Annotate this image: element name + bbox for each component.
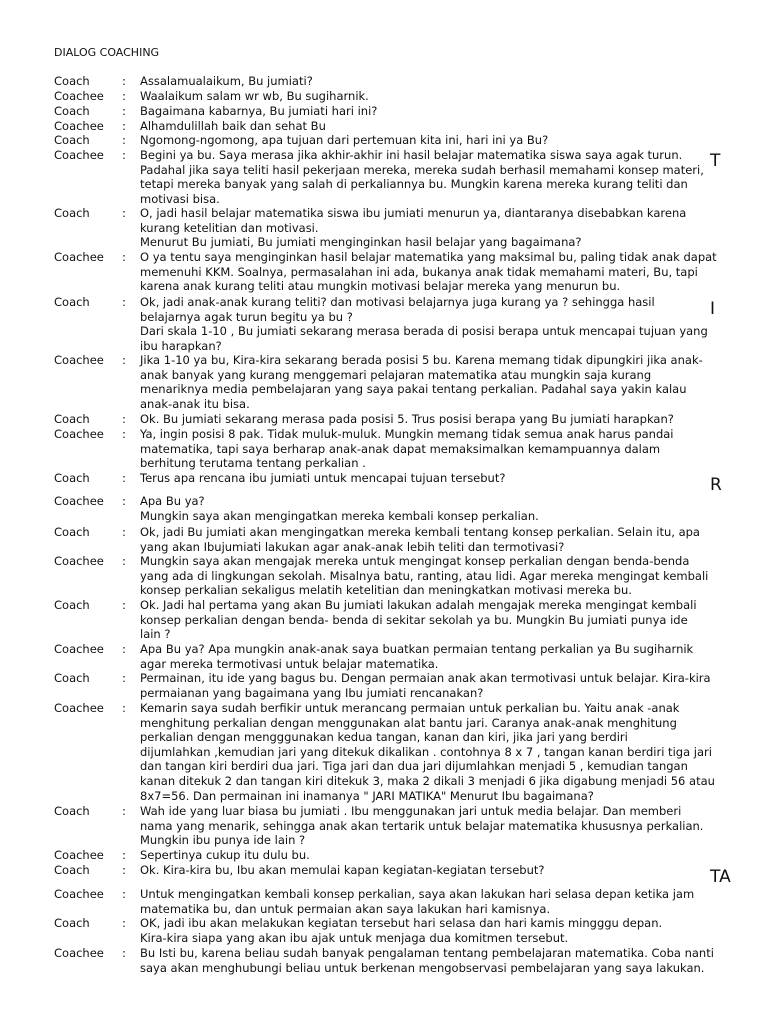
utterance-text bbox=[140, 148, 704, 206]
utterance-text bbox=[140, 848, 696, 863]
utterance-line: menghitung perkalian dengan menggunakan alat bantu jari. Caranya anak-anak menghitung bbox=[140, 715, 677, 730]
separator-colon: : bbox=[122, 598, 126, 612]
speaker-label: Coachee bbox=[54, 119, 104, 133]
utterance-text bbox=[140, 863, 696, 878]
utterance-line: anak banyak yang kurang menggemari pelajaran matematika atau mungkin saja kurang bbox=[140, 367, 652, 382]
separator-colon: : bbox=[122, 295, 126, 309]
utterance-line: motivasi bisa. bbox=[140, 191, 220, 206]
utterance-line: menariknya media pembelajaran yang saya pakai tentang perkalian. Padahal saya yakin kalau bbox=[140, 382, 687, 397]
utterance-line: kurang ketelitian dan motivasi. bbox=[140, 220, 319, 235]
utterance-line: yang akan Ibujumiati lakukan agar anak-anak lebih teliti dan termotivasi? bbox=[140, 539, 565, 554]
utterance-text bbox=[140, 471, 696, 486]
margin-letter-t: T bbox=[710, 151, 721, 171]
speaker-label: Coachee bbox=[54, 887, 104, 901]
utterance-line: Ngomong-ngomong, apa tujuan dari pertemuan kita ini, hari ini ya Bu? bbox=[140, 133, 549, 147]
speaker-label: Coach bbox=[54, 133, 90, 147]
speaker-label: Coachee bbox=[54, 353, 104, 367]
utterance-line: konsep perkalian dengan benda- benda di sekitar sekolah ya bu. Mungkin Bu jumiati punya ide bbox=[140, 612, 688, 627]
utterance-line: Padahal jika saya teliti hasil pekerjaan mereka, mereka sudah berhasil memahami konsep materi, bbox=[140, 162, 704, 177]
utterance-line: Terus apa rencana ibu jumiati untuk mencapai tujuan tersebut? bbox=[140, 471, 506, 485]
speaker-label: Coachee bbox=[54, 848, 104, 862]
utterance-line: Bagaimana kabarnya, Bu jumiati hari ini? bbox=[140, 104, 378, 118]
utterance-line: Untuk mengingatkan kembali konsep perkalian, saya akan lakukan hari selasa depan ketika jam bbox=[140, 887, 695, 901]
utterance-line: Ya, ingin posisi 8 pak. Tidak muluk-muluk. Mungkin memang tidak semua anak harus pandai bbox=[140, 427, 674, 441]
utterance-text bbox=[140, 642, 696, 671]
utterance-text bbox=[140, 554, 709, 598]
utterance-line: perkalian dengan mengggunakan kedua tangan, kanan dan kiri, jika jari yang berdiri bbox=[140, 730, 628, 745]
separator-colon: : bbox=[122, 642, 126, 656]
separator-colon: : bbox=[122, 946, 126, 960]
utterance-line: Wah ide yang luar biasa bu jumiati . Ibu menggunakan jari untuk media belajar. Dan memberi bbox=[140, 804, 682, 818]
utterance-line: Begini ya bu. Saya merasa jika akhir-akhir ini hasil belajar matematika siswa saya agak turun. bbox=[140, 148, 683, 162]
speaker-label: Coach bbox=[54, 671, 90, 685]
speaker-label: Coach bbox=[54, 916, 90, 930]
utterance-text bbox=[140, 887, 696, 916]
utterance-line: agar mereka termotivasi untuk belajar matematika. bbox=[140, 656, 439, 671]
utterance-line: Menurut Bu jumiati, Bu jumiati menginginkan hasil belajar yang bagaimana? bbox=[140, 235, 582, 250]
speaker-label: Coach bbox=[54, 206, 90, 220]
speaker-label: Coachee bbox=[54, 642, 104, 656]
utterance-line: O, jadi hasil belajar matematika siswa ibu jumiati menurun ya, diantaranya disebabkan karena bbox=[140, 206, 687, 220]
speaker-label: Coachee bbox=[54, 701, 104, 715]
utterance-line: matematika, tapi saya berharap anak-anak dapat memaksimalkan kemampuannya dalam bbox=[140, 441, 661, 456]
speaker-label: Coach bbox=[54, 104, 90, 118]
utterance-text bbox=[140, 916, 696, 945]
speaker-label: Coachee bbox=[54, 250, 104, 264]
margin-letter-r: R bbox=[710, 475, 722, 495]
utterance-line: permaianan yang bagaimana yang Ibu jumiati rencanakan? bbox=[140, 685, 484, 700]
speaker-label: Coachee bbox=[54, 427, 104, 441]
document-title: DIALOG COACHING bbox=[54, 46, 160, 59]
utterance-text bbox=[140, 89, 696, 104]
utterance-text bbox=[140, 494, 696, 523]
separator-colon: : bbox=[122, 74, 126, 88]
utterance-line: Apa Bu ya? Apa mungkin anak-anak saya buatkan permaian tentang perkalian ya Bu sugiharnik bbox=[140, 642, 694, 656]
utterance-text bbox=[140, 206, 696, 250]
speaker-label: Coach bbox=[54, 863, 90, 877]
speaker-label: Coach bbox=[54, 471, 90, 485]
utterance-line: Jika 1-10 ya bu, Kira-kira sekarang berada posisi 5 bu. Karena memang tidak dipungkiri jika anak- bbox=[140, 353, 703, 367]
speaker-label: Coach bbox=[54, 74, 90, 88]
utterance-line: Kira-kira siapa yang akan ibu ajak untuk menjaga dua komitmen tersebut. bbox=[140, 930, 569, 945]
separator-colon: : bbox=[122, 471, 126, 485]
separator-colon: : bbox=[122, 863, 126, 877]
speaker-label: Coach bbox=[54, 525, 90, 539]
utterance-line: nama yang menarik, sehingga anak akan tertarik untuk belajar matematika khususnya perkalian. bbox=[140, 818, 704, 833]
utterance-line: Ok. Kira-kira bu, Ibu akan memulai kapan kegiatan-kegiatan tersebut? bbox=[140, 863, 545, 877]
separator-colon: : bbox=[122, 412, 126, 426]
utterance-line: memenuhi KKM. Soalnya, permasalahan ini ada, bukanya anak tidak memahami materi, Bu, tapi bbox=[140, 264, 698, 279]
separator-colon: : bbox=[122, 250, 126, 264]
separator-colon: : bbox=[122, 848, 126, 862]
utterance-line: Sepertinya cukup itu dulu bu. bbox=[140, 848, 310, 862]
utterance-line: belajarnya agak turun begitu ya bu ? bbox=[140, 309, 353, 324]
separator-colon: : bbox=[122, 887, 126, 901]
utterance-text bbox=[140, 133, 696, 148]
utterance-line: 8x7=56. Dan permainan ini inamanya " JARI MATIKA" Menurut Ibu bagaimana? bbox=[140, 788, 594, 803]
utterance-line: matematika bu, dan untuk permaian akan saya lakukan hari kamisnya. bbox=[140, 901, 551, 916]
utterance-line: Apa Bu ya? bbox=[140, 494, 205, 508]
utterance-text bbox=[140, 250, 717, 294]
utterance-line: Dari skala 1-10 , Bu jumiati sekarang merasa berada di posisi berapa untuk mencapai tujuan yang bbox=[140, 324, 708, 339]
utterance-line: berhitung terutama tentang perkalian . bbox=[140, 456, 366, 471]
utterance-text bbox=[140, 427, 696, 471]
separator-colon: : bbox=[122, 353, 126, 367]
utterance-text bbox=[140, 598, 696, 642]
utterance-line: lain ? bbox=[140, 627, 171, 642]
speaker-label: Coachee bbox=[54, 554, 104, 568]
utterance-text bbox=[140, 104, 696, 119]
utterance-line: Permainan, itu ide yang bagus bu. Dengan permaian anak akan termotivasi untuk belajar. Kira-kira bbox=[140, 671, 711, 685]
utterance-line: anak-anak itu bisa. bbox=[140, 396, 250, 411]
utterance-text bbox=[140, 946, 714, 975]
separator-colon: : bbox=[122, 554, 126, 568]
separator-colon: : bbox=[122, 148, 126, 162]
separator-colon: : bbox=[122, 916, 126, 930]
utterance-line: dijumlahkan ,kemudian jari yang ditekuk dikalikan . contohnya 8 x 7 , tangan kanan berdiri tiga jari bbox=[140, 744, 712, 759]
separator-colon: : bbox=[122, 119, 126, 133]
utterance-line: Mungkin ibu punya ide lain ? bbox=[140, 833, 306, 848]
utterance-text bbox=[140, 412, 696, 427]
speaker-label: Coach bbox=[54, 804, 90, 818]
utterance-line: Ok. Jadi hal pertama yang akan Bu jumiati lakukan adalah mengajak mereka mengingat kembali bbox=[140, 598, 697, 612]
utterance-line: Waalaikum salam wr wb, Bu sugiharnik. bbox=[140, 89, 369, 103]
utterance-line: Assalamualaikum, Bu jumiati? bbox=[140, 74, 313, 88]
separator-colon: : bbox=[122, 804, 126, 818]
utterance-text bbox=[140, 353, 703, 411]
utterance-line: Mungkin saya akan mengingatkan mereka kembali konsep perkalian. bbox=[140, 508, 539, 523]
speaker-label: Coachee bbox=[54, 494, 104, 508]
speaker-label: Coachee bbox=[54, 89, 104, 103]
utterance-text bbox=[140, 119, 696, 134]
separator-colon: : bbox=[122, 701, 126, 715]
utterance-line: dan tangan kiri berdiri dua jari. Tiga jari dan dua jari dijumlahkan menjadi 5 , kemudian tangan bbox=[140, 759, 688, 774]
speaker-label: Coach bbox=[54, 598, 90, 612]
utterance-text bbox=[140, 804, 704, 848]
utterance-line: ibu harapkan? bbox=[140, 338, 222, 353]
utterance-line: Mungkin saya akan mengajak mereka untuk mengingat konsep perkalian dengan benda-benda bbox=[140, 554, 690, 568]
utterance-text bbox=[140, 701, 715, 803]
utterance-line: Ok, jadi anak-anak kurang teliti? dan motivasi belajarnya juga kurang ya ? sehingga hasil bbox=[140, 295, 655, 309]
utterance-line: Ok, jadi Bu jumiati akan mengingatkan mereka kembali tentang konsep perkalian. Selain itu, apa bbox=[140, 525, 700, 539]
separator-colon: : bbox=[122, 427, 126, 441]
speaker-label: Coachee bbox=[54, 148, 104, 162]
speaker-label: Coach bbox=[54, 412, 90, 426]
speaker-label: Coachee bbox=[54, 946, 104, 960]
utterance-line: karena anak kurang teliti atau mungkin motivasi belajar mereka yang menurun bu. bbox=[140, 279, 621, 294]
utterance-line: saya akan menghubungi beliau untuk berkenan mengobservasi pembelajaran yang saya lakukan. bbox=[140, 960, 705, 975]
separator-colon: : bbox=[122, 494, 126, 508]
utterance-line: kanan ditekuk 2 dan tangan kiri ditekuk 3, maka 2 dikali 3 menjadi 6 jika digabung menjadi 56 atau bbox=[140, 773, 715, 788]
utterance-text bbox=[140, 74, 696, 89]
separator-colon: : bbox=[122, 525, 126, 539]
utterance-line: Kemarin saya sudah berfikir untuk merancang permaian untuk perkalian bu. Yaitu anak -anak bbox=[140, 701, 680, 715]
utterance-line: Bu Isti bu, karena beliau sudah banyak pengalaman tentang pembelajaran matematika. Coba nanti bbox=[140, 946, 714, 960]
utterance-text bbox=[140, 525, 700, 554]
utterance-line: OK, jadi ibu akan melakukan kegiatan tersebut hari selasa dan hari kamis mingggu depan. bbox=[140, 916, 663, 930]
utterance-line: konsep perkalian sekaligus melatih ketelitian dan meningkatkan motivasi mereka bu. bbox=[140, 583, 632, 598]
utterance-text bbox=[140, 295, 708, 353]
separator-colon: : bbox=[122, 89, 126, 103]
margin-letter-i: I bbox=[710, 299, 716, 319]
speaker-label: Coach bbox=[54, 295, 90, 309]
separator-colon: : bbox=[122, 671, 126, 685]
separator-colon: : bbox=[122, 133, 126, 147]
separator-colon: : bbox=[122, 206, 126, 220]
separator-colon: : bbox=[122, 104, 126, 118]
utterance-line: Alhamdulillah baik dan sehat Bu bbox=[140, 119, 326, 133]
utterance-line: tetapi mereka banyak yang salah di perkaliannya bu. Mungkin karena mereka kurang teliti dan bbox=[140, 177, 688, 192]
utterance-line: yang ada di lingkungan sekolah. Misalnya batu, ranting, atau lidi. Agar mereka mengingat kembali bbox=[140, 568, 709, 583]
utterance-text bbox=[140, 671, 711, 700]
margin-letter-ta: TA bbox=[710, 867, 731, 887]
utterance-line: Ok. Bu jumiati sekarang merasa pada posisi 5. Trus posisi berapa yang Bu jumiati harapkan? bbox=[140, 412, 674, 426]
utterance-line: O ya tentu saya menginginkan hasil belajar matematika yang maksimal bu, paling tidak anak dapat bbox=[140, 250, 717, 264]
